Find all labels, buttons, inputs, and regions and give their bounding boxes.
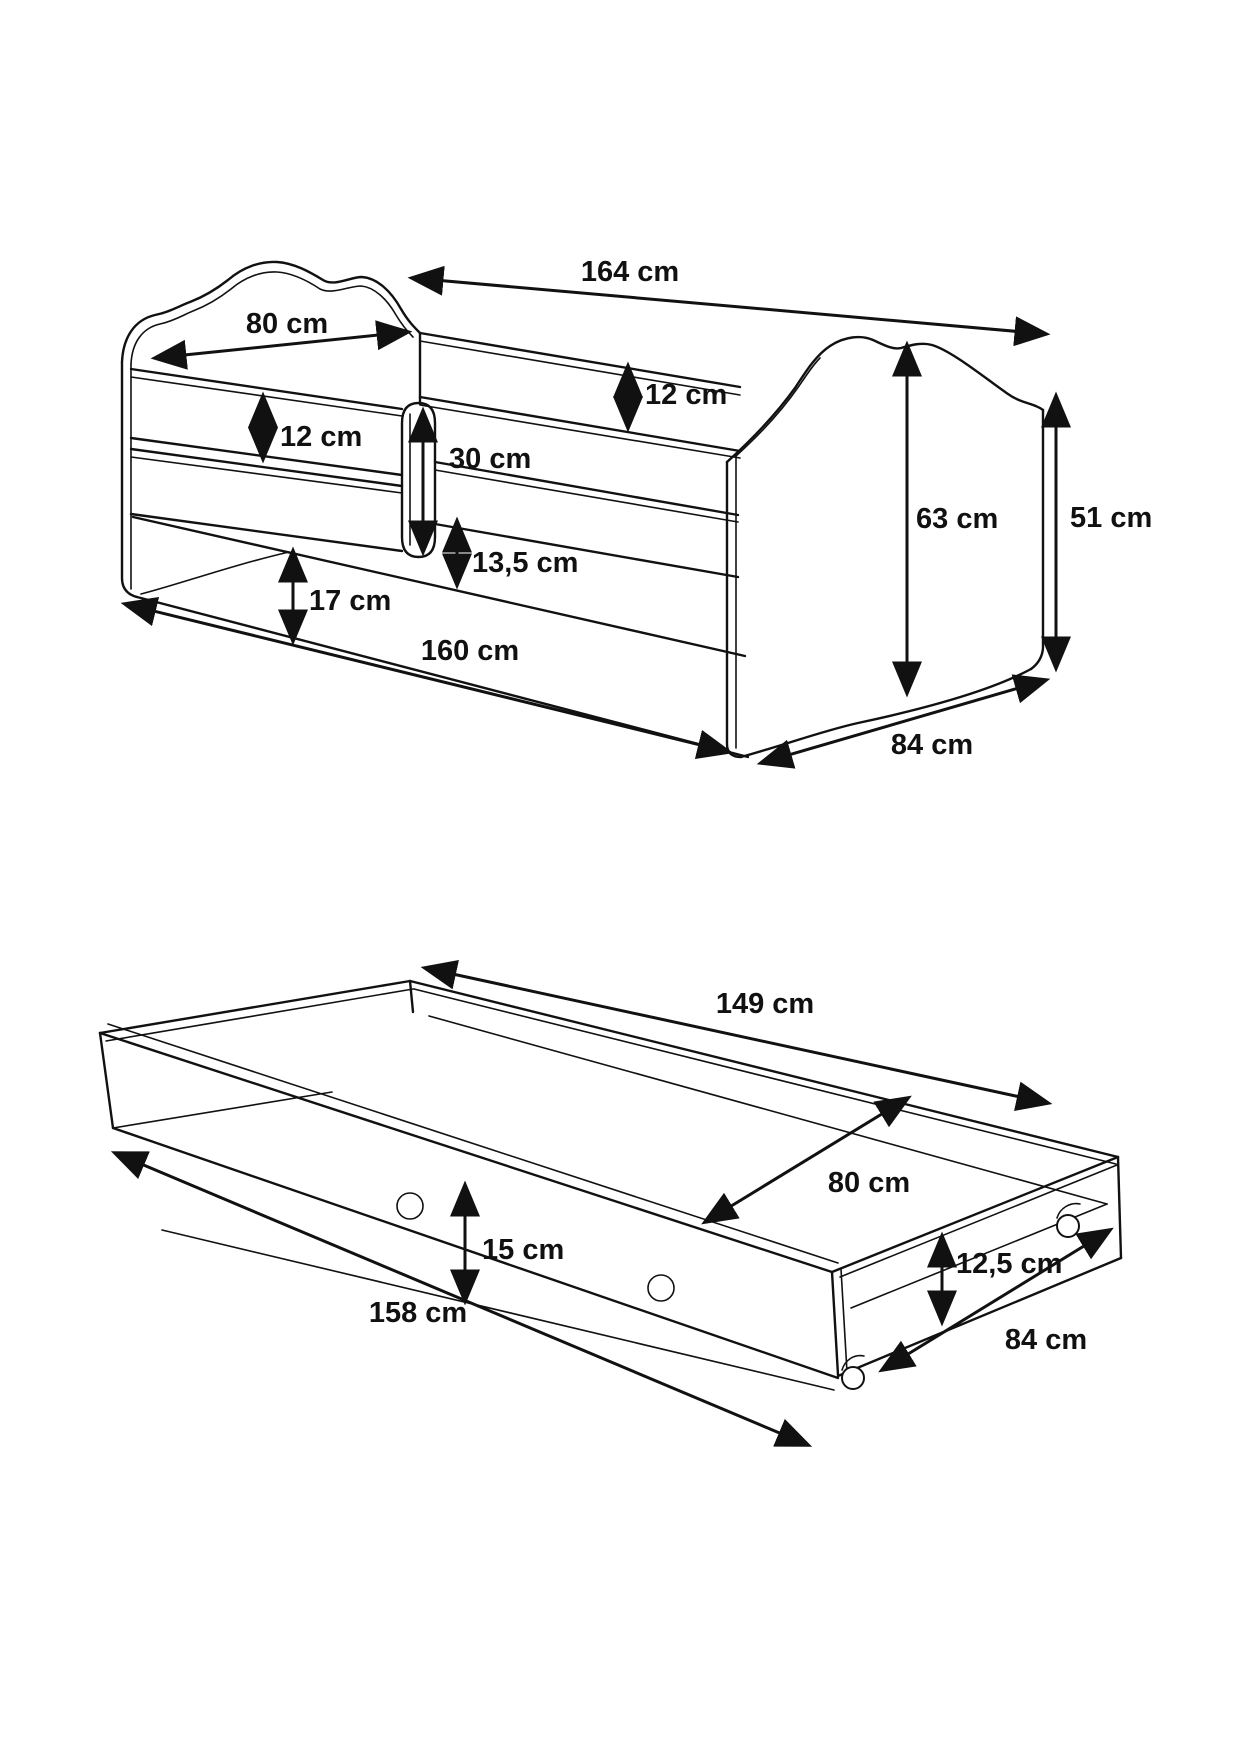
dim-drawer-outer-length-label: 158 cm bbox=[368, 1297, 468, 1329]
dim-drawer-side-height-label: 12,5 cm bbox=[956, 1248, 1063, 1280]
dim-footboard-outer-height-label: 51 cm bbox=[1070, 502, 1153, 534]
drawer-diagram bbox=[100, 968, 1121, 1445]
dim-footboard-inner-height-label: 63 cm bbox=[916, 503, 999, 535]
dim-rail-to-base-gap-label: 13,5 cm bbox=[472, 547, 579, 579]
dim-headboard-width-label: 80 cm bbox=[245, 308, 329, 340]
dim-sleeping-length-label: 160 cm bbox=[420, 635, 520, 667]
dim-base-board-height-label: 17 cm bbox=[309, 585, 392, 617]
drawer-dimension-labels bbox=[369, 988, 1087, 1356]
bed-diagram bbox=[122, 256, 1152, 763]
dim-drawer-inner-width-label: 80 cm bbox=[827, 1167, 911, 1199]
drawer-box-outline bbox=[100, 981, 1121, 1390]
dim-barrier-board-height-label: 12 cm bbox=[280, 421, 363, 453]
dim-drawer-outer-width-label: 84 cm bbox=[1004, 1324, 1088, 1356]
dim-safety-barrier-height-label: 30 cm bbox=[449, 443, 532, 475]
barrier-capsule-end bbox=[402, 403, 435, 557]
dim-drawer-inner-depth-label: 15 cm bbox=[482, 1234, 565, 1266]
drawer-dimension-arrows bbox=[115, 968, 1110, 1445]
dim-total-length-label: 164 cm bbox=[580, 256, 680, 288]
safety-barrier-boards bbox=[131, 369, 402, 551]
dim-footboard-width-label: 84 cm bbox=[890, 729, 974, 761]
dim-side-rail-board-height-label: 12 cm bbox=[645, 379, 728, 411]
dim-drawer-inner-length-label: 149 cm bbox=[715, 988, 815, 1020]
